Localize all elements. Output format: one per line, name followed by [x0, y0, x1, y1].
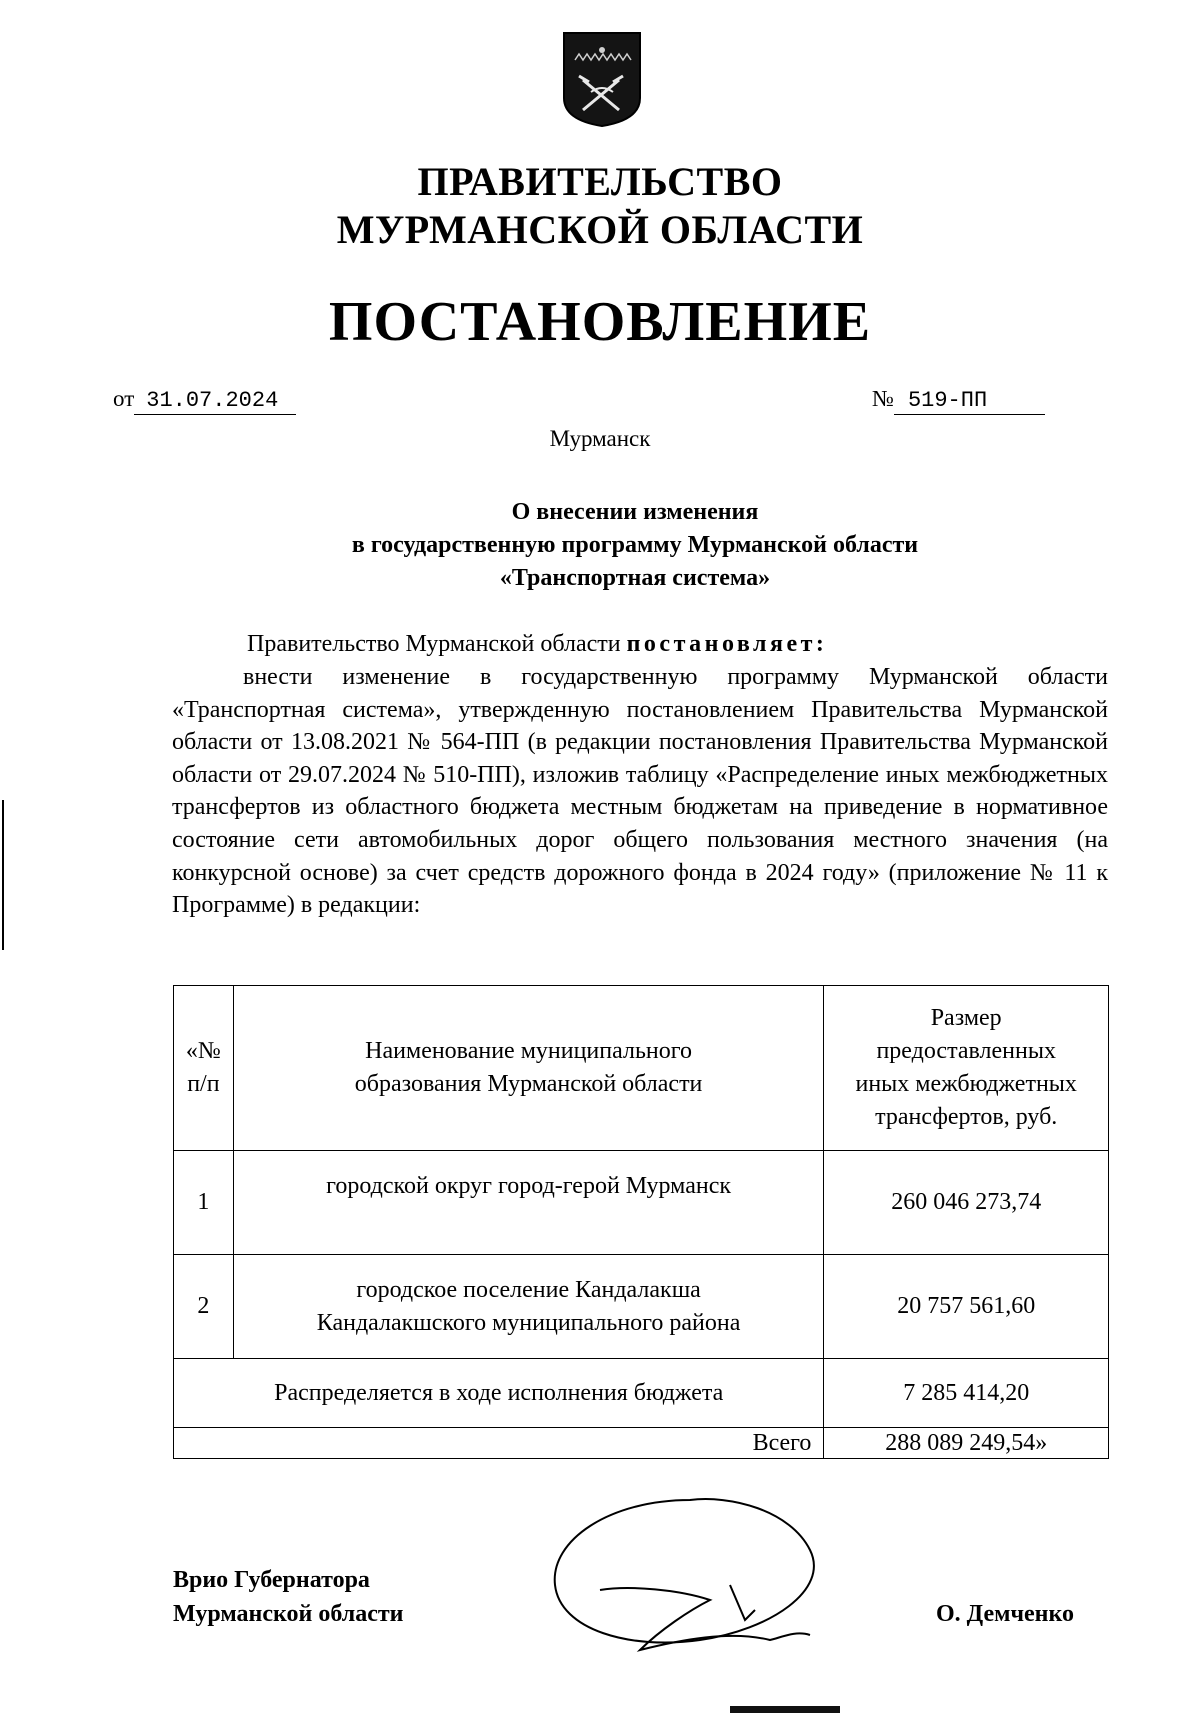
signer-name: О. Демченко [936, 1601, 1074, 1627]
intro-verb: постановляет: [626, 631, 828, 657]
scan-artifact [730, 1706, 840, 1713]
number-value: 519-ПП [894, 388, 1045, 415]
row-name: городское поселение Кандалакша Кандалакшского муниципального района [233, 1255, 824, 1359]
total-label: Всего [174, 1428, 824, 1459]
signer-position [173, 1563, 403, 1631]
scan-artifact [2, 800, 4, 950]
document-date [113, 384, 296, 415]
government-title-line2: МУРМАНСКОЙ ОБЛАСТИ [336, 207, 864, 252]
government-title-line1: ПРАВИТЕЛЬСТВО [417, 159, 783, 204]
row-sum: 20 757 561,60 [824, 1255, 1109, 1359]
date-value: 31.07.2024 [134, 388, 296, 415]
table-header-row [174, 986, 1109, 1151]
table-row-distributed [174, 1359, 1109, 1428]
table-row-total [174, 1428, 1109, 1459]
distribution-table [173, 985, 1109, 1459]
row-num: 1 [174, 1151, 234, 1255]
document-number [872, 384, 1045, 415]
city-name: Мурманск [549, 426, 651, 451]
intro-text: Правительство Мурманской области [247, 631, 627, 657]
row-num: 2 [174, 1255, 234, 1359]
intro-paragraph [247, 629, 827, 659]
date-prefix: от [113, 386, 135, 411]
subject-line3: «Транспортная система» [499, 565, 771, 591]
body-paragraph: внести изменение в государственную программу Мурманской области «Транспортная система», утвержденную постановлением Правительства Мурманской области от 13.08.2021 № 564-ПП (в редакции постановления Правительства Мурманской области от 29.07.2024 № 510-ПП), изложив таблицу «Распределение иных межбюджетных трансфертов из областного бюджета местным бюджетам на приведение в нормативное состояние сети автомобильных дорог общего пользования местного значения (на конкурсной основе) за счет средств дорожного фонда в 2024 году» (приложение № 11 к Программе) в редакции: [172, 664, 1108, 919]
distributed-sum: 7 285 414,20 [824, 1359, 1109, 1428]
header-sum: Размер предоставленных иных межбюджетных трансфертов, руб. [824, 986, 1109, 1151]
distributed-label: Распределяется в ходе исполнения бюджета [174, 1359, 824, 1428]
header-name: Наименование муниципального образования Мурманской области [233, 986, 824, 1151]
total-sum: 288 089 249,54» [824, 1428, 1109, 1459]
table-row [174, 1151, 1109, 1255]
subject-line1: О внесении изменения [511, 499, 759, 525]
subject-line2: в государственную программу Мурманской области [351, 532, 919, 558]
table-row [174, 1255, 1109, 1359]
document-subject [0, 496, 1200, 595]
number-prefix: № [872, 386, 894, 411]
signer-position-line2: Мурманской области [173, 1601, 404, 1627]
row-name: городской округ город-герой Мурманск [233, 1151, 824, 1255]
murmansk-coat-of-arms-icon [561, 30, 643, 128]
header-num: «№ п/п [174, 986, 234, 1151]
signer-position-line1: Врио Губернатора [173, 1567, 370, 1593]
handwritten-signature-icon [540, 1490, 840, 1670]
row-sum: 260 046 273,74 [824, 1151, 1109, 1255]
document-type-title: ПОСТАНОВЛЕНИЕ [328, 291, 872, 353]
